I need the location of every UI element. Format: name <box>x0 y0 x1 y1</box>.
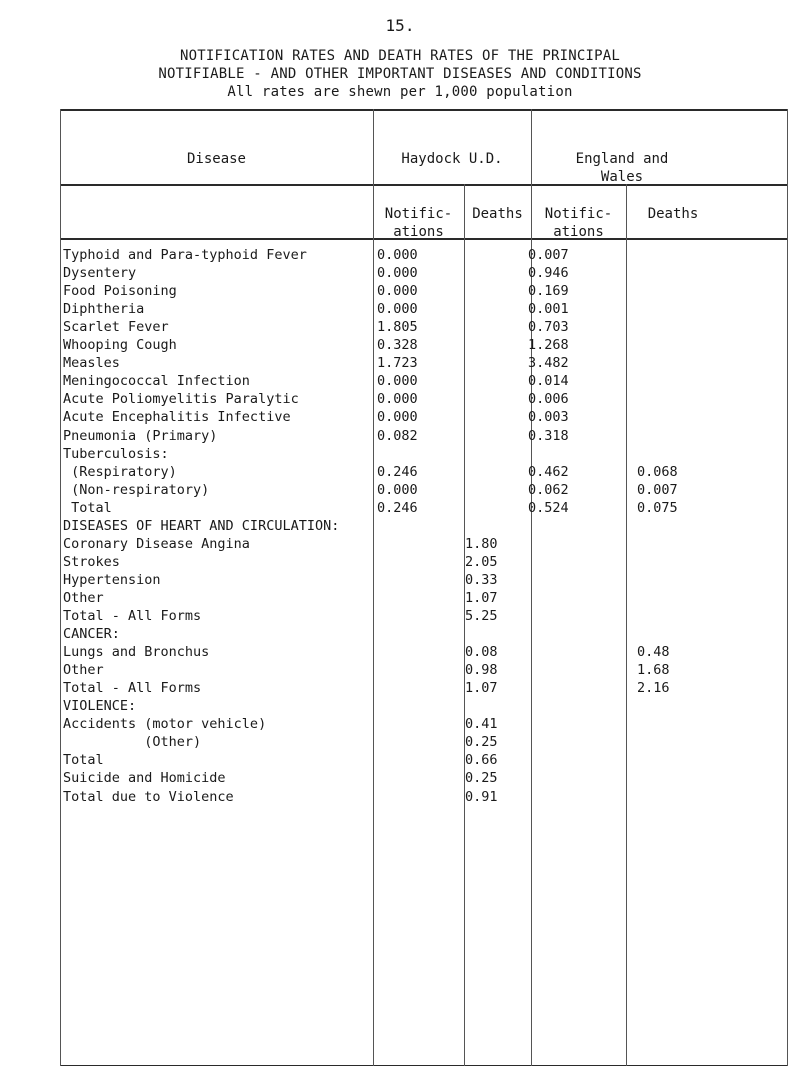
england-deaths: 1.68 <box>637 662 670 679</box>
table-row <box>60 355 788 373</box>
disease-name: Typhoid and Para-typhoid Fever <box>63 247 307 263</box>
england-deaths: 0.068 <box>637 463 678 480</box>
header-england-1: England and <box>575 151 669 167</box>
disease-name: Other <box>63 662 104 679</box>
page-number: 15. <box>385 16 415 35</box>
haydock-notifications: 0.328 <box>377 337 418 354</box>
disease-name: Accidents (motor vehicle) <box>63 716 267 733</box>
header-disease: Disease <box>186 151 246 167</box>
disease-name: Pneumonia (Primary) <box>63 427 218 444</box>
table-row <box>60 662 788 680</box>
table-row <box>60 265 788 283</box>
table-row <box>60 464 788 482</box>
haydock-deaths: 0.25 <box>465 734 498 751</box>
disease-name: Hypertension <box>63 571 161 588</box>
england-notifications: 0.524 <box>528 499 569 516</box>
disease-name: Food Poisoning <box>63 283 177 300</box>
haydock-notifications: 0.000 <box>377 265 418 282</box>
table-row <box>60 446 788 464</box>
disease-name: Total <box>63 752 104 769</box>
table-row <box>60 752 788 770</box>
table-row <box>60 644 788 662</box>
disease-name: Dysentery <box>63 265 137 282</box>
rates-table <box>60 109 788 1064</box>
england-notifications: 1.268 <box>528 337 569 354</box>
england-notifications: 0.007 <box>528 247 569 263</box>
haydock-deaths: 0.25 <box>465 770 498 787</box>
england-deaths: 0.075 <box>637 499 678 516</box>
table-row <box>60 283 788 301</box>
haydock-deaths: 0.33 <box>465 571 498 588</box>
table-row <box>60 734 788 752</box>
table-row <box>60 626 788 644</box>
table-row <box>60 698 788 716</box>
england-notifications: 0.001 <box>528 301 569 318</box>
england-notifications: 0.169 <box>528 283 569 300</box>
table-row <box>60 716 788 734</box>
header-england-notific-1: Notific- <box>544 206 613 222</box>
england-notifications: 0.318 <box>528 427 569 444</box>
table-row <box>60 391 788 409</box>
haydock-notifications: 0.000 <box>377 247 418 263</box>
disease-name: Acute Encephalitis Infective <box>63 409 291 426</box>
haydock-deaths: 2.05 <box>465 553 498 570</box>
haydock-deaths: 5.25 <box>465 608 498 624</box>
england-notifications: 0.062 <box>528 481 569 498</box>
haydock-notifications: 0.000 <box>377 301 418 318</box>
haydock-deaths: 1.80 <box>465 535 498 552</box>
haydock-notifications: 1.723 <box>377 355 418 372</box>
disease-name: Total - All Forms <box>63 680 202 697</box>
haydock-deaths: 0.08 <box>465 644 498 661</box>
header-haydock: Haydock U.D. <box>401 151 503 167</box>
haydock-deaths: 0.41 <box>465 716 498 733</box>
table-row <box>60 428 788 446</box>
england-notifications: 0.014 <box>528 373 569 390</box>
header-england-2: Wales <box>600 169 644 185</box>
table-row <box>60 301 788 319</box>
disease-name: DISEASES OF HEART AND CIRCULATION: <box>63 517 340 534</box>
haydock-notifications: 0.246 <box>377 463 418 480</box>
haydock-notifications: 0.000 <box>377 391 418 408</box>
title-line-3: All rates are shewn per 1,000 population <box>227 84 573 100</box>
table-row <box>60 247 788 265</box>
england-deaths: 2.16 <box>637 680 670 697</box>
haydock-notifications: 0.246 <box>377 499 418 516</box>
haydock-deaths: 0.98 <box>465 662 498 679</box>
table-row <box>60 680 788 698</box>
haydock-deaths: 1.07 <box>465 589 498 606</box>
england-deaths: 0.007 <box>637 481 678 498</box>
disease-name: Acute Poliomyelitis Paralytic <box>63 391 299 408</box>
table-row <box>60 572 788 590</box>
disease-name: Coronary Disease Angina <box>63 535 250 552</box>
disease-name: Whooping Cough <box>63 337 177 354</box>
table-row <box>60 409 788 427</box>
haydock-deaths: 0.66 <box>465 752 498 769</box>
haydock-notifications: 1.805 <box>377 319 418 336</box>
disease-name: Suicide and Homicide <box>63 770 226 787</box>
table-row <box>60 373 788 391</box>
disease-name: Total <box>63 499 112 516</box>
england-notifications: 3.482 <box>528 355 569 372</box>
england-notifications: 0.003 <box>528 409 569 426</box>
table-row <box>60 608 788 626</box>
title-line-2: NOTIFIABLE - AND OTHER IMPORTANT DISEASES AND CONDITIONS <box>158 66 642 82</box>
table-row <box>60 789 788 807</box>
disease-name: Diphtheria <box>63 301 145 318</box>
haydock-notifications: 0.000 <box>377 481 418 498</box>
england-notifications: 0.006 <box>528 391 569 408</box>
table-row <box>60 554 788 572</box>
disease-name: VIOLENCE: <box>63 698 137 715</box>
disease-name: Other <box>63 589 104 606</box>
haydock-notifications: 0.000 <box>377 409 418 426</box>
table-row <box>60 337 788 355</box>
header-england-notific-2: ations <box>553 224 604 240</box>
england-notifications: 0.703 <box>528 319 569 336</box>
title-line-1: NOTIFICATION RATES AND DEATH RATES OF THE PRINCIPAL <box>179 48 621 64</box>
header-england-deaths: Deaths <box>647 206 699 222</box>
table-row <box>60 500 788 518</box>
header-haydock-deaths: Deaths <box>472 206 523 222</box>
header-haydock-notific-1: Notific- <box>384 206 453 222</box>
haydock-notifications: 0.000 <box>377 283 418 300</box>
haydock-deaths: 1.07 <box>465 680 498 697</box>
table-top-rule <box>60 109 788 111</box>
disease-name: Lungs and Bronchus <box>63 644 210 661</box>
table-bottom-rule <box>60 1065 788 1066</box>
header-haydock-notific-2: ations <box>393 224 444 240</box>
table-row <box>60 518 788 536</box>
england-deaths: 0.48 <box>637 644 670 661</box>
disease-name: (Other) <box>63 734 202 751</box>
disease-name: CANCER: <box>63 626 120 643</box>
disease-name: (Non-respiratory) <box>63 481 210 498</box>
table-row <box>60 536 788 554</box>
table-row <box>60 590 788 608</box>
table-row <box>60 319 788 337</box>
disease-name: Scarlet Fever <box>63 319 169 336</box>
england-notifications: 0.462 <box>528 463 569 480</box>
disease-name: Total due to Violence <box>63 788 234 805</box>
disease-name: (Respiratory) <box>63 463 177 480</box>
disease-name: Total - All Forms <box>63 608 202 624</box>
disease-name: Measles <box>63 355 120 372</box>
table-row <box>60 770 788 788</box>
haydock-deaths: 0.91 <box>465 788 498 805</box>
haydock-notifications: 0.082 <box>377 427 418 444</box>
england-notifications: 0.946 <box>528 265 569 282</box>
haydock-notifications: 0.000 <box>377 373 418 390</box>
table-row <box>60 482 788 500</box>
disease-name: Strokes <box>63 553 120 570</box>
disease-name: Tuberculosis: <box>63 445 169 462</box>
disease-name: Meningococcal Infection <box>63 373 250 390</box>
